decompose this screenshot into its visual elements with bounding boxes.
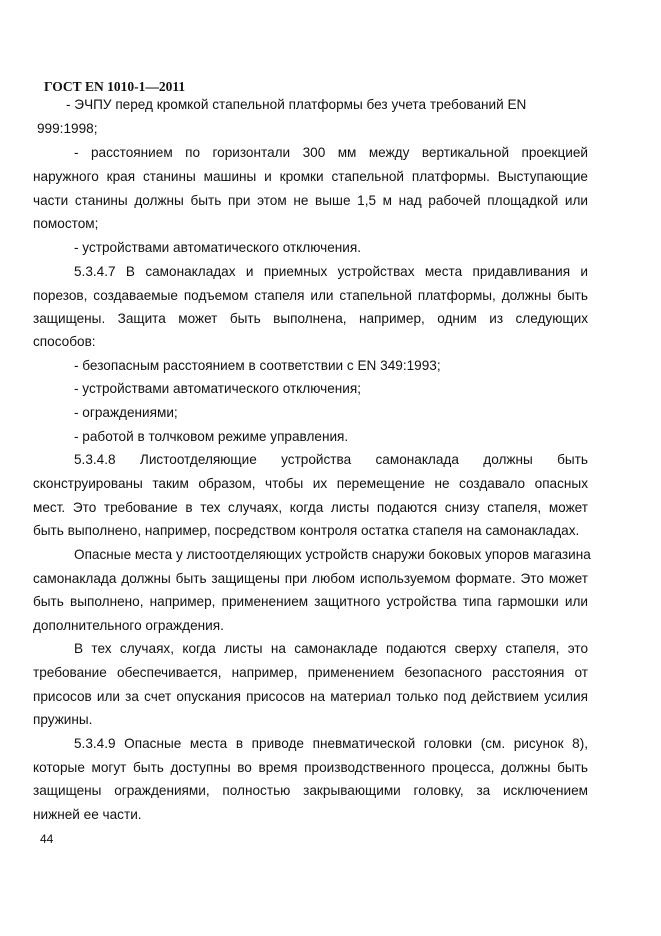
text-line: мест. Это требование в тех случаях, когда листы подаются снизу стапеля, может — [33, 500, 588, 515]
document-header: ГОСТ EN 1010-1—2011 — [44, 79, 186, 94]
text-line: - ЭЧПУ перед кромкой стапельной платформы без учета требований EN — [66, 97, 527, 112]
text-line: сконструированы таким образом, чтобы их перемещение не создавало опасных — [33, 476, 588, 491]
text-line: - расстоянием по горизонтали 300 мм между вертикальной проекцией — [74, 145, 588, 160]
page-number: 44 — [40, 832, 54, 846]
text-line: защищены. Защита может быть выполнена, например, одним из следующих — [33, 311, 588, 326]
text-line: В тех случаях, когда листы на самонакладе подаются сверху стапеля, это — [74, 641, 588, 656]
text-line: защищены ограждениями, полностью закрывающими головку, за исключением — [33, 783, 588, 798]
text-line: порезов, создаваемые подъемом стапеля или стапельной платформы, должны быть — [33, 288, 588, 303]
text-line: помостом; — [33, 216, 99, 231]
text-line: Опасные места у листоотделяющих устройств снаружи боковых упоров магазина — [74, 547, 591, 562]
text-line: 5.3.4.9 Опасные места в приводе пневматической головки (см. рисунок 8), — [74, 736, 588, 751]
text-line: части станины должны быть при этом не выше 1,5 м над рабочей площадкой или — [33, 193, 588, 208]
text-line: которые могут быть доступны во время производственного процесса, должны быть — [33, 760, 588, 775]
text-line: 5.3.4.7 В самонакладах и приемных устройствах места придавливания и — [74, 264, 588, 279]
text-line: самонаклада должны быть защищены при любом используемом формате. Это может — [33, 571, 588, 586]
text-line: быть выполнено, например, посредством контроля остатка стапеля на самонакладах. — [33, 523, 580, 538]
text-line: быть выполнено, например, применением защитного устройства типа гармошки или — [33, 594, 588, 609]
text-line: способов: — [33, 334, 96, 349]
text-line: 5.3.4.8 Листоотделяющие устройства самонаклада должны быть — [74, 452, 588, 467]
text-line: дополнительного ограждения. — [33, 618, 224, 633]
text-line: - устройствами автоматического отключения. — [74, 240, 361, 255]
text-line: требование обеспечивается, например, применением безопасного расстояния от — [33, 665, 588, 680]
list-item: - ограждениями; — [74, 405, 178, 420]
list-item: - устройствами автоматического отключения; — [74, 381, 361, 396]
text-line: 999:1998; — [37, 121, 98, 136]
list-item: - безопасным расстоянием в соответствии с EN 349:1993; — [74, 358, 441, 373]
text-line: пружины. — [33, 712, 93, 727]
text-line: наружного края станины машины и кромки стапельной платформы. Выступающие — [33, 169, 588, 184]
text-line: нижней ее части. — [33, 807, 142, 822]
list-item: - работой в толчковом режиме управления. — [74, 429, 349, 444]
text-line: присосов или за счет опускания присосов на материал только под действием усилия — [33, 689, 588, 704]
